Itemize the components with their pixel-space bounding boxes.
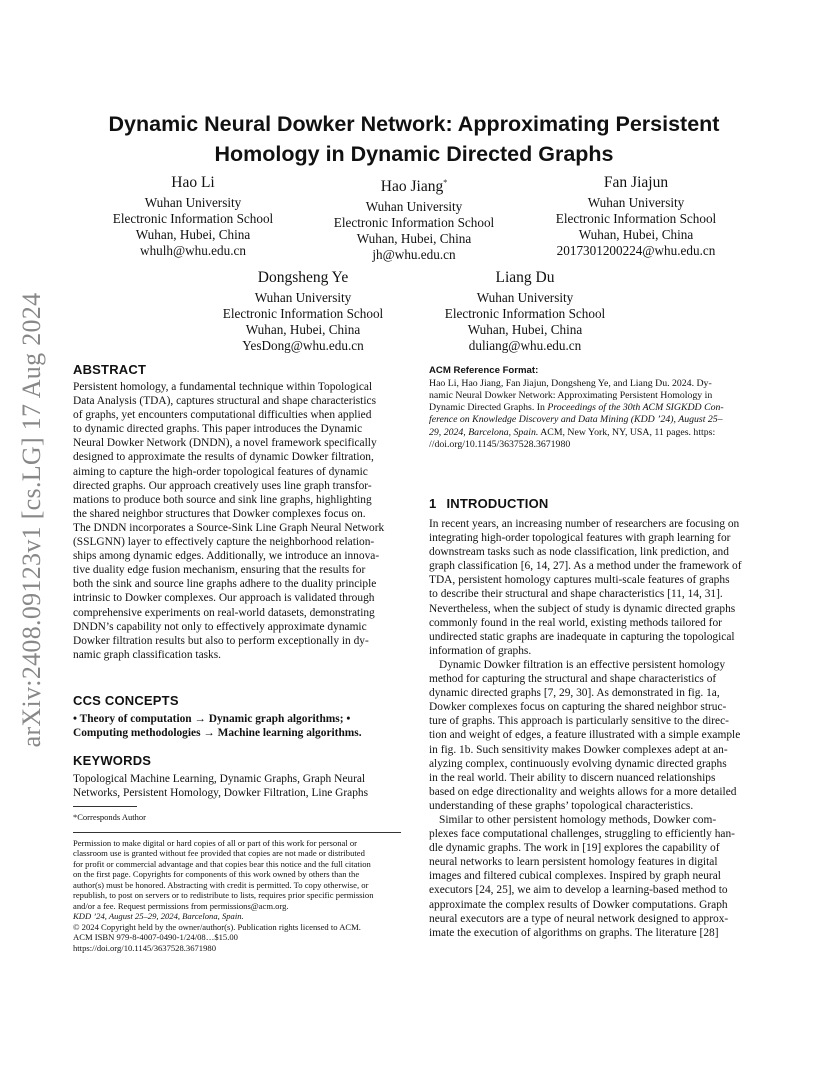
author-block	[314, 174, 514, 263]
abstract-heading: ABSTRACT	[73, 362, 147, 377]
intro-line: based on edge directionality and weights allows for a more detailed	[429, 785, 737, 798]
acm-reference-body	[429, 378, 724, 451]
author-name: Hao Jiang	[380, 178, 444, 196]
acm-reference-line: Hao Li, Hao Jiang, Fan Jiajun, Dongsheng Ye, and Liang Du. 2024. Dy-	[429, 378, 712, 389]
permission-line: classroom use is granted without fee provided that copies are not made or distributed	[73, 848, 365, 859]
abstract-line: designed to approximate the results of dynamic Dowker filtration,	[73, 451, 374, 464]
permission-notice	[73, 838, 374, 953]
author-affiliation: Wuhan University	[254, 290, 352, 305]
author-school: Electronic Information School	[333, 215, 495, 231]
ccs-line: Computing methodologies → Machine learning algorithms.	[73, 727, 362, 740]
author-affiliation: Wuhan University	[144, 195, 242, 210]
title-line: Homology in Dynamic Directed Graphs	[214, 142, 614, 166]
abstract-line: (SSLGNN) layer to effectively capture the neighborhood relation-	[73, 536, 375, 549]
permission-line: and/or a fee. Request permissions from permissions@acm.org.	[73, 900, 289, 911]
footnote-divider	[73, 806, 137, 807]
abstract-line: Data Analysis (TDA), captures structural and shape characteristics	[73, 395, 377, 408]
intro-line: Dynamic Dowker filtration is an effective persistent homology	[439, 658, 726, 671]
author-email[interactable]: 2017301200224@whu.edu.cn	[556, 243, 716, 258]
intro-paragraph	[429, 517, 742, 658]
doi-link[interactable]: https://doi.org/10.1145/3637528.3671980	[73, 942, 216, 953]
intro-line: dle dynamic graphs. The work in [19] explores the capability of	[429, 842, 720, 855]
abstract-line: of graphs, yet encounters computational difficulties when applied	[73, 409, 372, 422]
permission-line: on the first page. Copyrights for components of this work owned by others than the	[73, 869, 360, 880]
abstract-line: Neural Dowker Network (DNDN), a novel framework specifically	[73, 437, 377, 450]
intro-line: images and filtered cubical complexes. Inspired by graph neural	[429, 870, 721, 883]
author-email[interactable]: whulh@whu.edu.cn	[140, 243, 246, 258]
author-block	[93, 174, 293, 259]
ccs-heading: CCS CONCEPTS	[73, 693, 179, 708]
keywords-line: Topological Machine Learning, Dynamic Graphs, Graph Neural	[73, 773, 366, 785]
abstract-line: ships among dynamic edges. Additionally, we introduce an innova-	[73, 550, 380, 563]
abstract-line: aiming to capture the high-order topological features of dynamic	[73, 465, 368, 478]
keywords-line: Networks, Persistent Homology, Dowker Filtration, Line Graphs	[73, 787, 369, 800]
intro-line: imate the execution of algorithms on graphs. The literature [28]	[429, 926, 719, 939]
intro-line: approximate the complex results of Dowker computations. Graph	[429, 898, 728, 911]
ccs-body	[73, 712, 362, 740]
intro-line: neural networks to learn persistent homology features in digital	[429, 856, 718, 869]
license-divider	[73, 832, 401, 833]
author-block	[203, 269, 403, 354]
author-affiliation: Wuhan University	[587, 195, 685, 210]
intro-line: method for capturing the structural and shape characteristics of	[429, 673, 717, 686]
intro-line: TDA, persistent homology captures multi-scale features of graphs	[429, 574, 730, 587]
permission-line: author(s) must be honored. Abstracting with credit is permitted. To copy otherwise, or	[73, 879, 369, 890]
intro-line: to describe their structural and shape characteristics [11, 14, 31].	[429, 588, 723, 601]
intro-line: Dowker complexes focus on capturing the shared neighbor struc-	[429, 701, 727, 714]
intro-paragraph	[429, 658, 742, 813]
abstract-line: both the sink and source line graphs adhere to the duality principle	[73, 578, 377, 591]
acm-reference-line: ference on Knowledge Discovery and Data Mining (KDD ’24), August 25–	[429, 414, 723, 426]
intro-line: In recent years, an increasing number of researchers are focusing on	[429, 518, 740, 530]
author-name: Hao Li	[171, 174, 215, 191]
conference-line: KDD ’24, August 25–29, 2024, Barcelona, Spain.	[73, 911, 244, 922]
abstract-line: intrinsic to Dowker complexes. Our approach is validated through	[73, 592, 375, 605]
author-school: Electronic Information School	[555, 211, 717, 226]
paper-title	[60, 109, 768, 169]
intro-line: tion and weight of edges, a feature illustrated with a simple example	[429, 729, 741, 742]
keywords-heading: KEYWORDS	[73, 753, 152, 768]
copyright-line: ACM ISBN 979-8-4007-0490-1/24/08…$15.00	[73, 932, 238, 943]
permission-line: for profit or commercial advantage and that copies bear this notice and the full citation	[73, 858, 371, 869]
intro-line: ture of graphs. This approach is particularly sensitive to the direc-	[429, 715, 729, 728]
author-affiliation: Wuhan University	[365, 199, 463, 215]
abstract-line: tive duality edge fusion mechanism, ensuring that the results for	[73, 564, 366, 577]
abstract-line: to dynamic directed graphs. This paper introduces the Dynamic	[73, 423, 363, 436]
intro-line: understanding of these graphs’ topological characteristics.	[429, 799, 694, 812]
author-name: Fan Jiajun	[603, 174, 669, 191]
title-line: Dynamic Neural Dowker Network: Approximating Persistent	[108, 112, 720, 136]
copyright-line: © 2024 Copyright held by the owner/author(s). Publication rights licensed to ACM.	[73, 921, 361, 932]
abstract-line: DNDN’s capability not only to effectively approximate dynamic	[73, 620, 367, 633]
author-email[interactable]: YesDong@whu.edu.cn	[242, 338, 364, 353]
intro-line: plexes face computational challenges, struggling to efficiently han-	[429, 828, 735, 841]
abstract-line: Dowker filtration results but also to perform exceptionally in dy-	[73, 634, 369, 647]
keywords-body	[73, 772, 368, 800]
acm-reference-heading: ACM Reference Format:	[429, 365, 539, 376]
intro-line: dynamic directed graphs [7, 29, 30]. As demonstrated in fig. 1a,	[429, 687, 720, 700]
author-location: Wuhan, Hubei, China	[578, 227, 694, 242]
abstract-line: directed graphs. Our approach creatively uses line graph transfor-	[73, 479, 372, 492]
intro-line: in the real world. Their ability to discern nuanced relationships	[429, 771, 716, 784]
corresponding-mark: *	[443, 178, 448, 187]
intro-line: neural executors are a type of neural network designed to approx-	[429, 912, 729, 925]
intro-paragraph	[429, 813, 742, 940]
intro-line: integrating high-order topological features with graph learning for	[429, 532, 731, 545]
author-school: Electronic Information School	[222, 306, 384, 321]
abstract-line: comprehensive experiments on real-world datasets, demonstrating	[73, 606, 375, 619]
permission-line: Permission to make digital or hard copies of all or part of this work for personal or	[73, 838, 358, 848]
introduction-body	[429, 517, 742, 940]
acm-reference-line: Dynamic Directed Graphs. In Proceedings of the 30th ACM SIGKDD Con-	[429, 402, 724, 414]
author-block	[425, 269, 625, 354]
author-location: Wuhan, Hubei, China	[467, 322, 583, 337]
author-block	[536, 174, 736, 259]
intro-line: commonly found in the real world, existing methods tailored for	[429, 616, 722, 629]
abstract-line: namic graph classification tasks.	[73, 648, 222, 661]
author-name: Dongsheng Ye	[257, 269, 349, 286]
intro-line: alyzing complex, continuously evolving dynamic directed graphs	[429, 757, 727, 770]
section-number: 1	[429, 496, 437, 511]
intro-line: downstream tasks such as node classification, link prediction, and	[429, 546, 729, 559]
doi-link[interactable]: //doi.org/10.1145/3637528.3671980	[429, 438, 571, 450]
abstract-line: Persistent homology, a fundamental technique within Topological	[73, 381, 373, 393]
author-email[interactable]: jh@whu.edu.cn	[372, 247, 456, 263]
permission-line: republish, to post on servers or to redistribute to lists, requires prior specific permission	[73, 890, 374, 901]
abstract-body	[73, 380, 384, 662]
author-location: Wuhan, Hubei, China	[245, 322, 361, 337]
author-name: Liang Du	[495, 269, 555, 286]
corresponding-author-footnote: *Corresponds Author	[73, 812, 146, 822]
author-affiliation: Wuhan University	[476, 290, 574, 305]
ccs-line: • Theory of computation → Dynamic graph algorithms; •	[73, 713, 351, 725]
intro-line: executors [24, 25], we aim to develop a learning-based method to	[429, 884, 728, 897]
intro-line: undirected static graphs are inadequate in capturing the topological	[429, 630, 735, 643]
author-location: Wuhan, Hubei, China	[135, 227, 251, 242]
introduction-heading	[429, 496, 549, 511]
author-school: Electronic Information School	[444, 306, 606, 321]
intro-line: Nevertheless, when the subject of study is dynamic directed graphs	[429, 602, 736, 615]
arxiv-watermark: arXiv:2408.09123v1 [cs.LG] 17 Aug 2024	[17, 292, 46, 748]
intro-line: Similar to other persistent homology methods, Dowker com-	[439, 813, 717, 826]
intro-line: graph classification [6, 14, 27]. As a method under the framework of	[429, 560, 742, 573]
acm-reference-line: namic Neural Dowker Network: Approximating Persistent Homology in	[429, 390, 713, 402]
acm-reference-line: 29, 2024, Barcelona, Spain. ACM, New York, NY, USA, 11 pages. https:	[429, 426, 716, 438]
abstract-line: mations to produce both source and sink line graphs, highlighting	[73, 493, 372, 506]
abstract-line: The DNDN incorporates a Source-Sink Line Graph Neural Network	[73, 521, 385, 534]
author-email[interactable]: duliang@whu.edu.cn	[468, 338, 582, 353]
section-title: INTRODUCTION	[446, 496, 549, 511]
intro-line: in fig. 1b. Such sensitivity makes Dowker complexes adept at an-	[429, 743, 728, 756]
abstract-line: the shared neighbor structures that Dowker complexes focus on.	[73, 507, 366, 520]
intro-line: information of graphs.	[429, 644, 532, 657]
author-location: Wuhan, Hubei, China	[356, 231, 472, 247]
author-school: Electronic Information School	[112, 211, 274, 226]
